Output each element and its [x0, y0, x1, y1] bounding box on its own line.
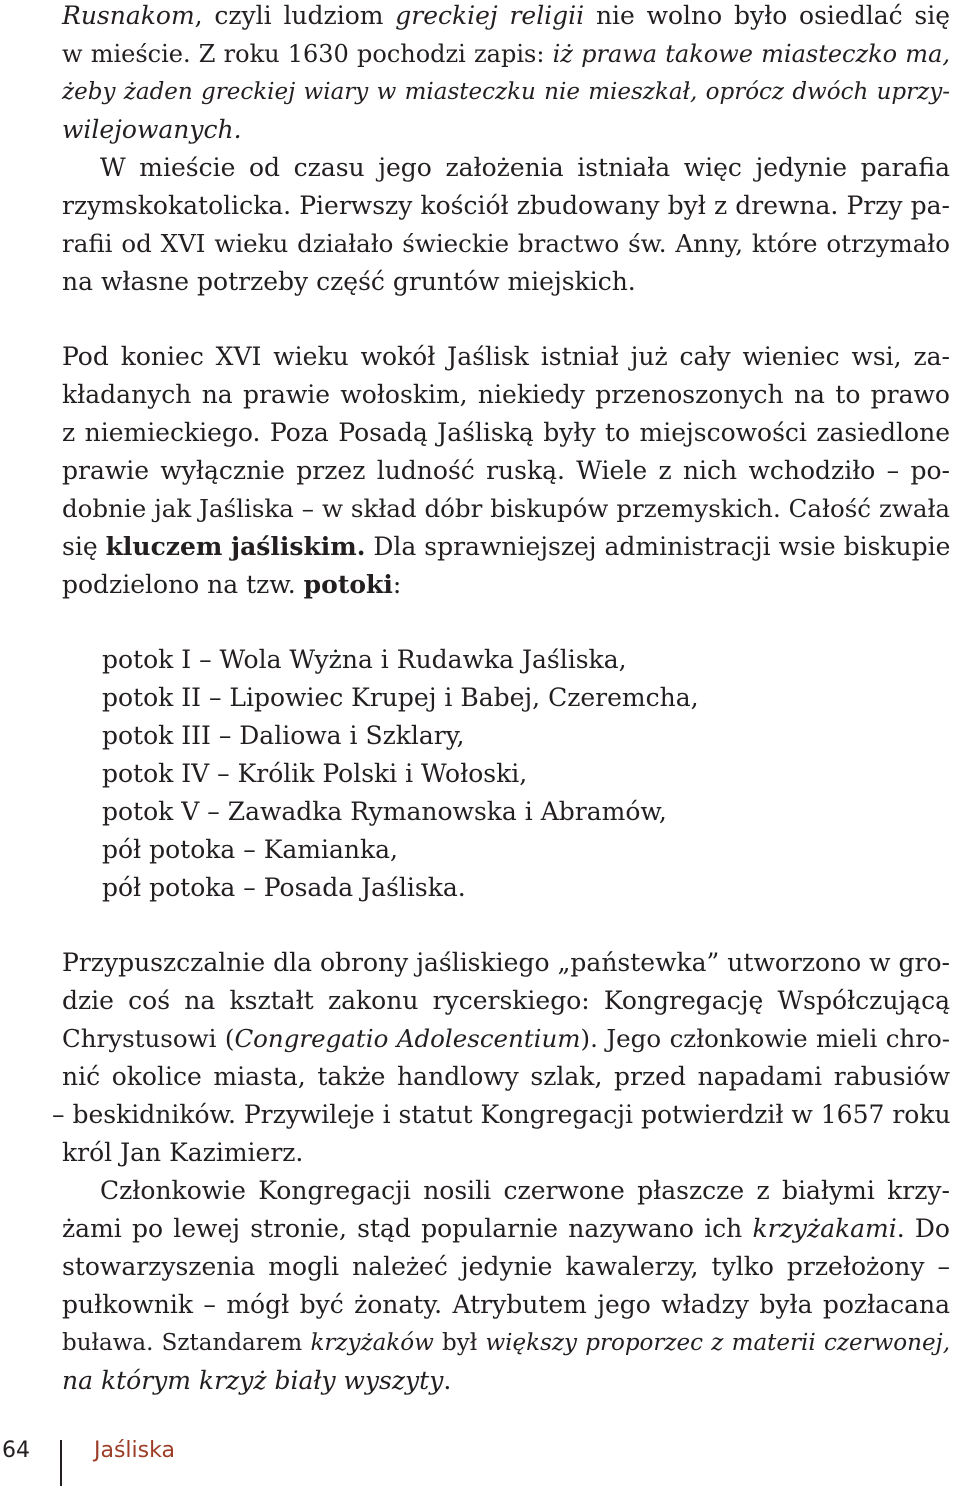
text-line: żami po lewej stronie, stąd popularnie nazywano ich krzyżakami. Do	[62, 1214, 950, 1243]
page-number: 64	[2, 1438, 30, 1463]
list-item: pół potoka – Kamianka,	[102, 835, 398, 864]
text-line: rafii od XVI wieku działało świeckie bractwo św. Anny, które otrzymało	[62, 229, 950, 258]
running-title: Jaśliska	[94, 1438, 175, 1463]
list-item: potok II – Lipowiec Krupej i Babej, Czeremcha,	[102, 683, 699, 712]
text-line: Rusnakom, czyli ludziom greckiej religii nie wolno było osiedlać się	[62, 1, 950, 30]
text-line: W mieście od czasu jego założenia istniała więc jedynie parafia	[100, 153, 950, 182]
list-item: potok III – Daliowa i Szklary,	[102, 721, 465, 750]
text-line: się kluczem jaśliskim. Dla sprawniejszej administracji wsie biskupie	[62, 532, 951, 561]
text-line: stowarzyszenia mogli należeć jedynie kawalerzy, tylko przełożony –	[62, 1252, 950, 1281]
text-line: dzie coś na kształt zakonu rycerskiego: Kongregację Współczującą	[62, 986, 950, 1015]
text-line: – beskidników. Przywileje i statut Kongregacji potwierdził w 1657 roku	[52, 1100, 951, 1129]
text-line: król Jan Kazimierz.	[62, 1138, 304, 1167]
footer-divider	[60, 1440, 62, 1486]
text-line: z niemieckiego. Poza Posadą Jaśliską były to miejscowości zasiedlone	[62, 418, 950, 447]
text-line: wilejowanych.	[62, 115, 242, 144]
text-line: pułkownik – mógł być żonaty. Atrybutem jego władzy była pozłacana	[62, 1290, 950, 1319]
text-line: dobnie jak Jaśliska – w skład dóbr biskupów przemyskich. Całość zwała	[62, 494, 950, 523]
list-item: potok V – Zawadka Rymanowska i Abramów,	[102, 797, 667, 826]
list-item: pół potoka – Posada Jaśliska.	[102, 873, 466, 902]
text-line: na własne potrzeby część gruntów miejskich.	[62, 267, 636, 296]
text-line: kładanych na prawie wołoskim, niekiedy przenoszonych na to prawo	[62, 380, 950, 409]
text-line: rzymskokatolicka. Pierwszy kościół zbudowany był z drewna. Przy pa-	[62, 191, 950, 220]
text-line: podzielono na tzw. potoki:	[62, 570, 402, 599]
text-line: Pod koniec XVI wieku wokół Jaślisk istniał już cały wieniec wsi, za-	[62, 342, 950, 371]
text-line: Przypuszczalnie dla obrony jaśliskiego „państewka” utworzono w gro-	[62, 948, 950, 977]
text-line: nić okolice miasta, także handlowy szlak, przed napadami rabusiów	[62, 1062, 950, 1091]
text-line: żeby żaden greckiej wiary w miasteczku nie mieszkał, oprócz dwóch uprzy-	[62, 79, 950, 105]
text-line: buława. Sztandarem krzyżaków był większy proporzec z materii czerwonej,	[62, 1330, 951, 1356]
text-line: Członkowie Kongregacji nosili czerwone płaszcze z białymi krzy-	[100, 1176, 950, 1205]
text-line: w mieście. Z roku 1630 pochodzi zapis: iż prawa takowe miasteczko ma,	[62, 40, 951, 68]
text-line: prawie wyłącznie przez ludność ruską. Wiele z nich wchodziło – po-	[62, 456, 950, 485]
text-line: Chrystusowi (Congregatio Adolescentium). Jego członkowie mieli chro-	[62, 1024, 950, 1053]
list-item: potok I – Wola Wyżna i Rudawka Jaśliska,	[102, 645, 627, 674]
text-line: na którym krzyż biały wyszyty.	[62, 1366, 452, 1395]
list-item: potok IV – Królik Polski i Wołoski,	[102, 759, 528, 788]
